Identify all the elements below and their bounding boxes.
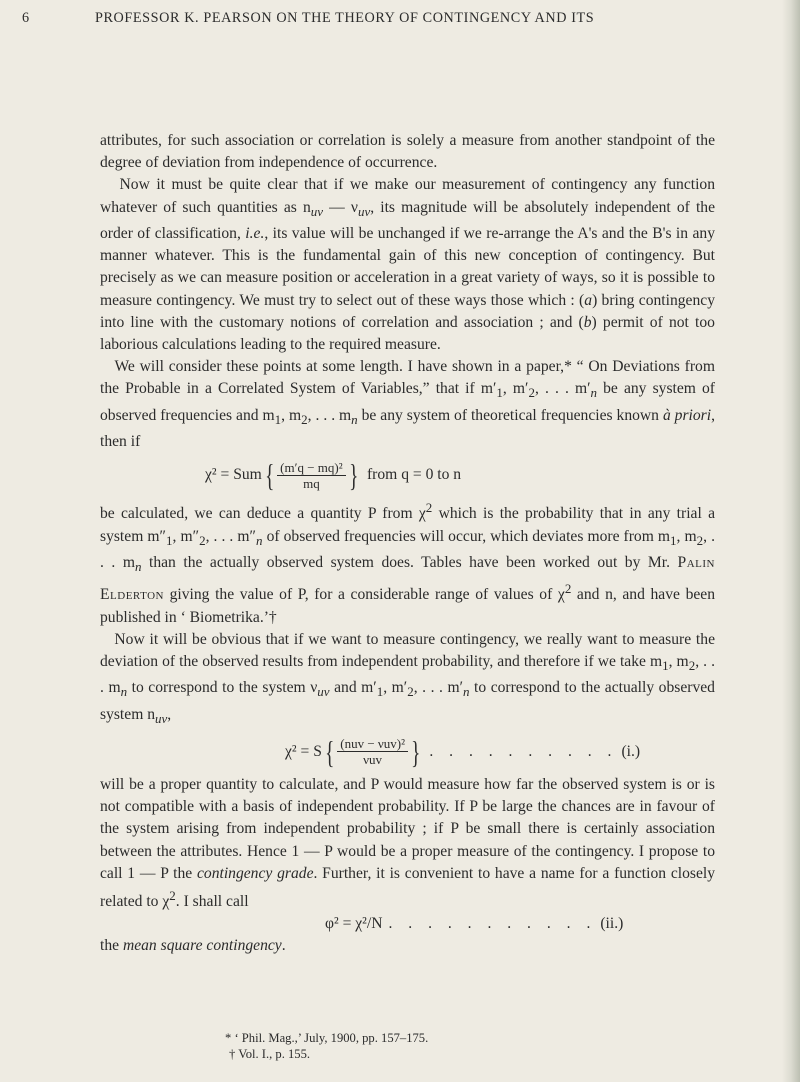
equation-2-fraction: $\frac{\text{(nuv − νuv)²}}{\text{νuv}}$ (337, 736, 408, 767)
equation-2: χ² = S { $\frac{\text{(nuv − νuv)²}}{\text{νuv}}$ } . . . . . . . . . . (i.) (285, 733, 641, 770)
page-number: 6 (22, 10, 30, 26)
footnote-1: * ‘ Phil. Mag.,’ July, 1900, pp. 157–175. (225, 1031, 429, 1045)
paragraph-5: Now it will be obvious that if we want to measure contingency, we really want to measure the deviation of the observed results from independent probability, and therefore if we take $m_1$, $m_2$, . . . $m_n$ to correspond to the system $\nu_{uv}$ and $m'_1$, $m'_2$, . . . $m'_n$ to correspond to the actually observed system $n_{uv}$, (100, 630, 715, 726)
equation-1-lhs: χ² = Sum (205, 466, 262, 484)
running-title: PROFESSOR K. PEARSON ON THE THEORY OF CONTINGENCY AND ITS (95, 10, 595, 26)
equation-3-lhs: φ² = χ²/N (325, 915, 383, 933)
footnote-2: † Vol. I., p. 155. (229, 1047, 311, 1061)
page-edge-shadow (782, 0, 800, 1082)
paragraph-2: Now it must be quite clear that if we make our measurement of contingency any function whatever of such quantities as $n_{uv}$ — $\nu_{uv}$, its magnitude will be absolutely independent of the order of classification, i.e., its value will be unchanged if we re-arrange the A's and the B's in any manner whatever. This is the fundamental gain of this new conception of contingency. But precisely as we can measure position or acceleration in a great variety of ways, so it is possible to measure contingency. We must try to select out of these ways those which : (a) bring contingency into line with the customary notions of correlation and association ; and (b) permit of not too laborious calculations leading to the required measure. (100, 176, 716, 353)
equation-1: χ² = Sum { $\frac{\text{(m′q − mq)²}}{mq}$ } from q = 0 to n (205, 457, 462, 494)
body-text (100, 130, 715, 958)
equation-2-label: (i.) (621, 742, 641, 760)
equation-1-range: from q = 0 to n (366, 466, 462, 484)
equation-3-label: (ii.) (600, 915, 624, 933)
equation-1-fraction: $\frac{\text{(m′q − mq)²}}{mq}$ (277, 460, 345, 491)
equation-3: φ² = χ²/N . . . . . . . . . . . (ii.) (100, 913, 715, 935)
paragraph-1: attributes, for such association or correlation is solely a measure from another standpoint of the degree of deviation from independence of occurrence. (100, 132, 715, 172)
paragraph-4: be calculated, we can deduce a quantity P from $\chi^2$ which is the probability that in any trial a system $m''_1$, $m''_2$, . . . $m''_n$ of observed frequencies will occur, which deviates more from $m_1$, $m_2$, . . . $m_n$ than the actually observed system does. Tables have been worked out by Mr. Palin Elderton giving the value of P, for a considerable range of values of $\chi^2$ and n, and have been published in ‘ Biometrika.’† (100, 500, 716, 626)
paragraph-6: will be a proper quantity to calculate, and P would measure how far the observed system is or is not compatible with a basis of independent probability. If P be large the chances are in favour of the system arising from independent probability ; if P be small there is certainly association between the attributes. Hence 1 — P would be a proper measure of the contingency. I propose to call 1 — P the contingency grade. Further, it is convenient to have a name for a function closely related to $\chi^2$. I shall call (100, 775, 715, 911)
paragraph-3: We will consider these points at some length. I have shown in a paper,* “ On Deviations from the Probable in a Correlated System of Variables,” that if $m'_1$, $m'_2$, . . . $m'_n$ be any system of observed frequencies and $m_1$, $m_2$, . . . $m_n$ be any system of theoretical frequencies known à priori, then if (100, 358, 715, 450)
equation-2-lhs: χ² = S (285, 742, 322, 760)
footnotes (225, 1030, 675, 1062)
paragraph-7: the mean square contingency. (100, 937, 286, 955)
